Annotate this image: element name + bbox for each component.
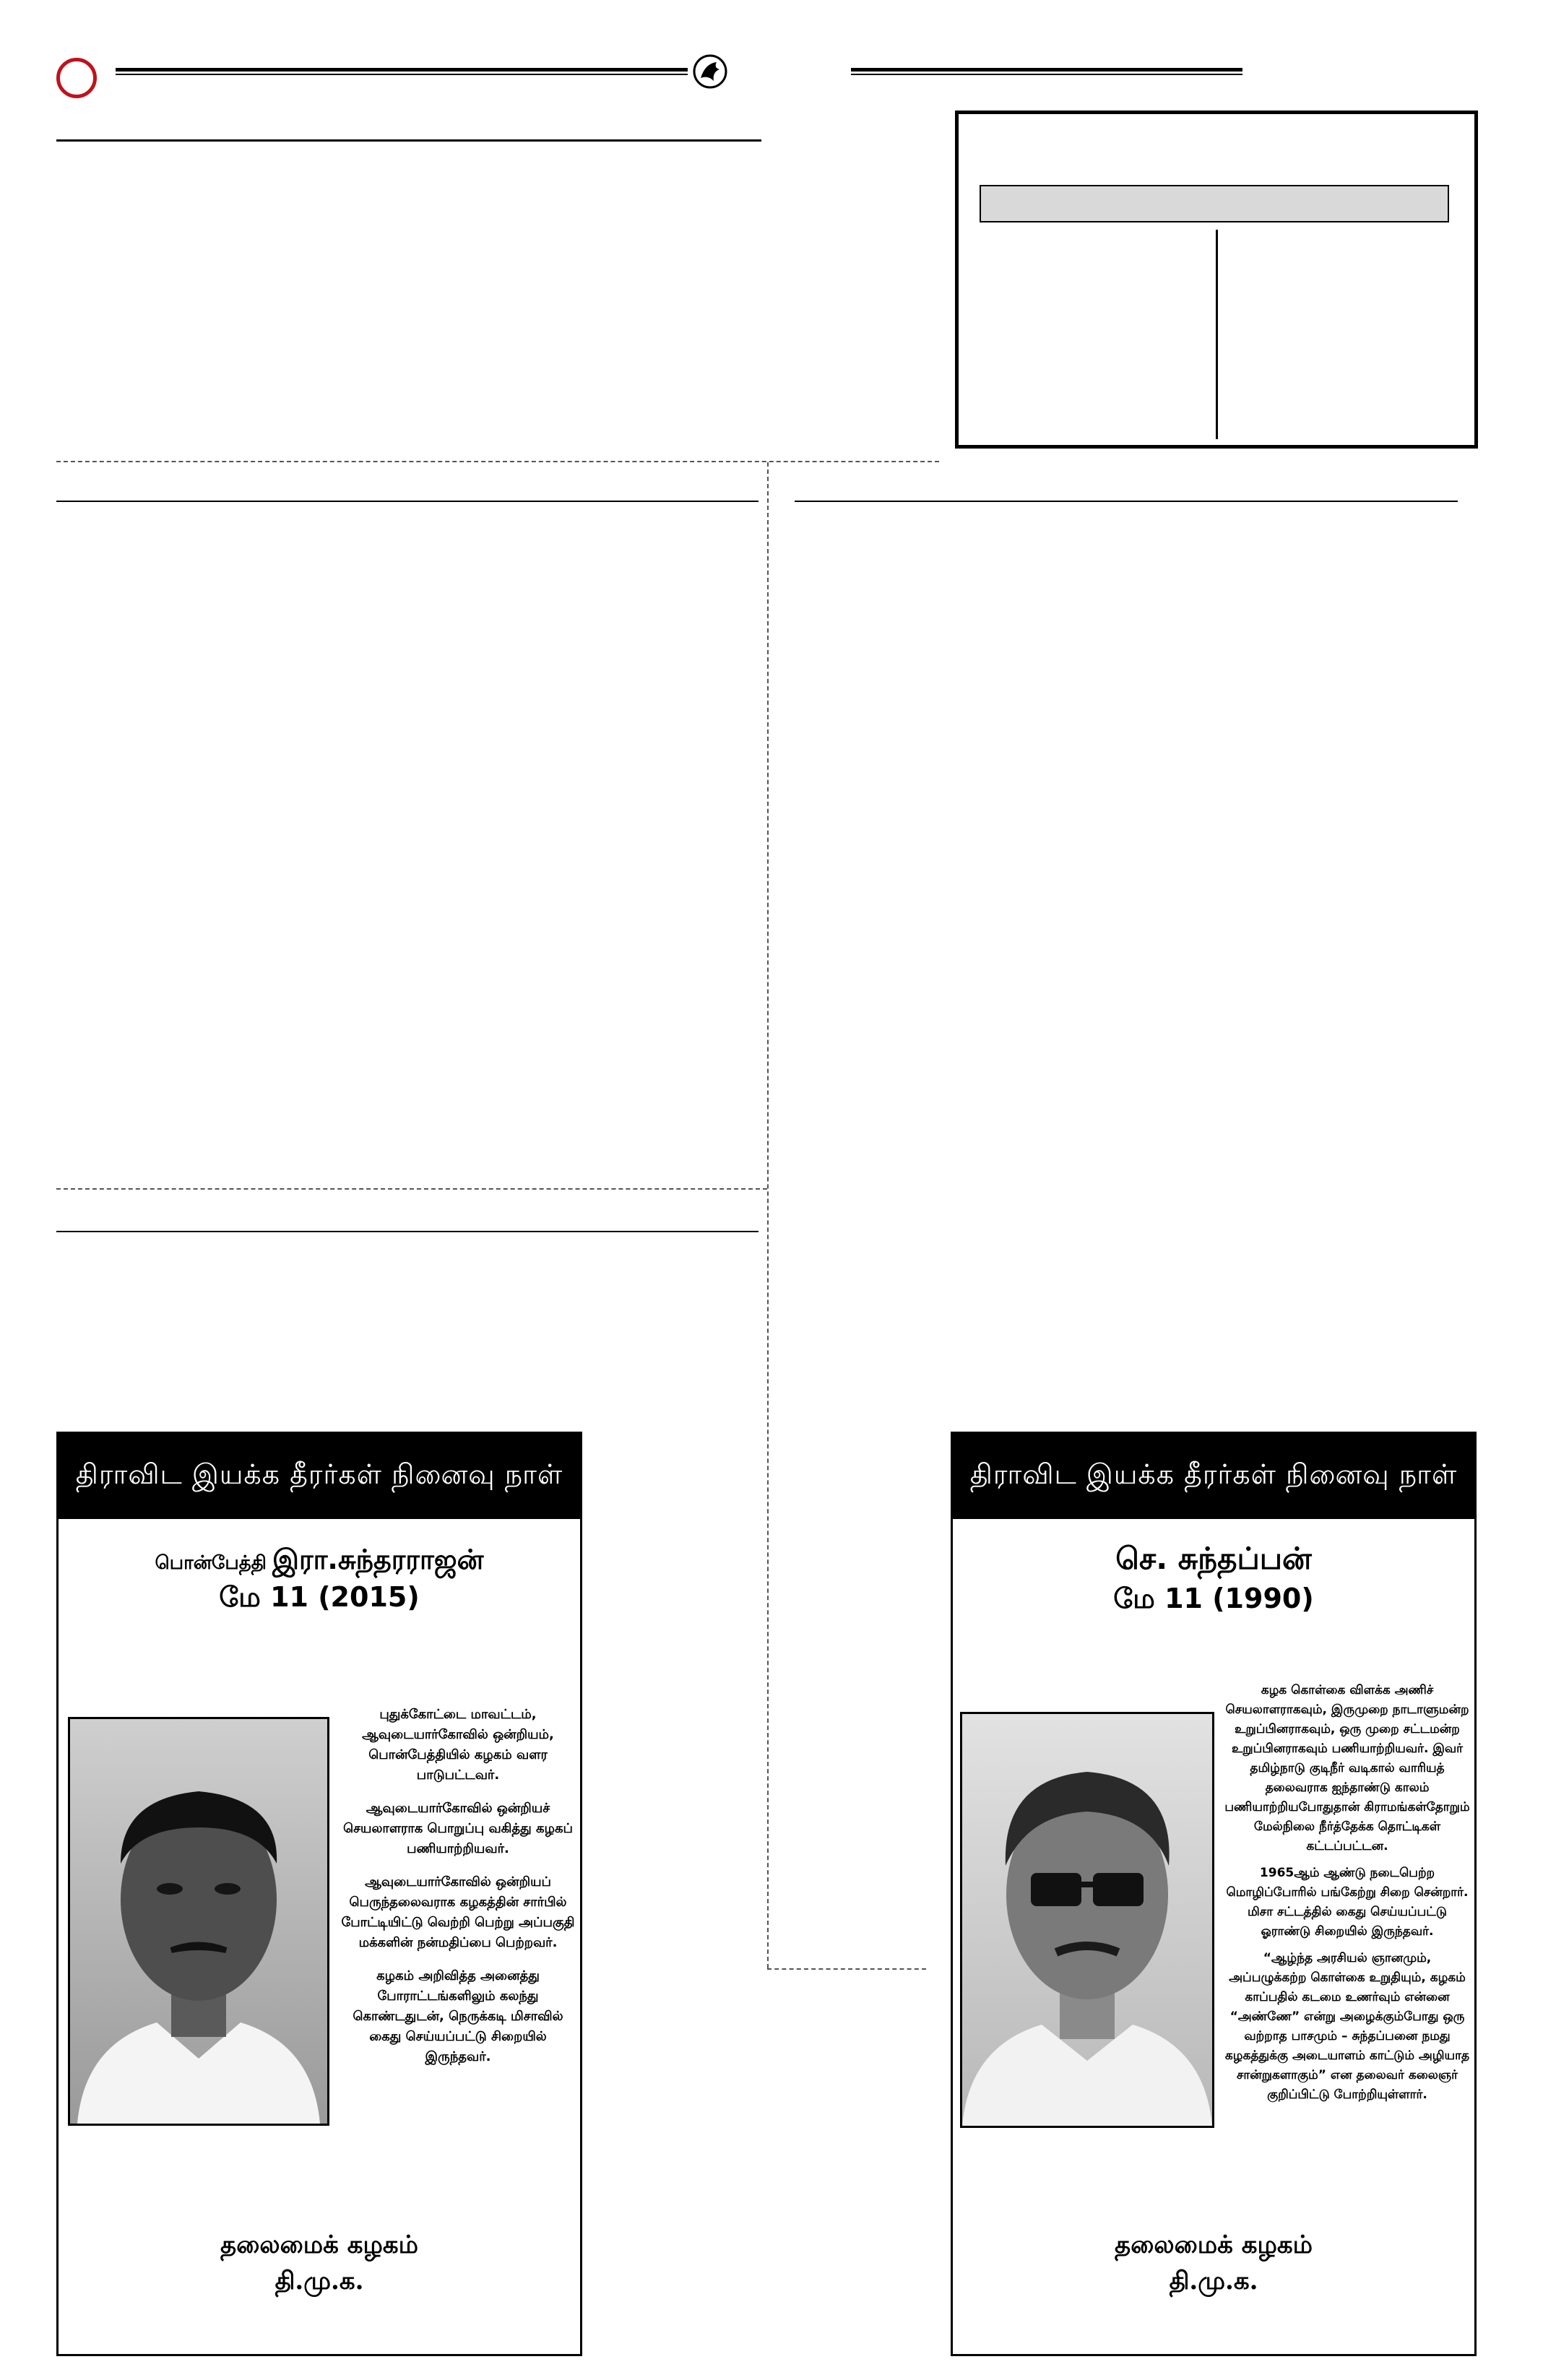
bio-paragraph: ஆவுடையார்கோவில் ஒன்றியப் பெருந்தலைவராக கழகத்தின் சார்பில் போட்டியிட்டு வெற்றி பெற்று அப்பகுதி மக்களின் நன்மதிப்பை பெற்றவர். — [341, 1874, 575, 1950]
column-rule-right — [795, 501, 1458, 502]
info-box-band — [980, 185, 1449, 222]
folio-rule-right — [851, 68, 1242, 72]
card-bio — [339, 1705, 577, 2080]
card-date: மே 11 (1990) — [1113, 1583, 1314, 1614]
card-name-prefix: பொன்பேத்தி — [155, 1552, 267, 1574]
card-name-main: இரா.சுந்தரராஜன் — [272, 1544, 484, 1575]
bio-paragraph: கழக கொள்கை விளக்க அணிச் செயலாளராகவும், இருமுறை நாடாளுமன்ற உறுப்பினராகவும், ஒரு முறை சட்டமன்ற உறுப்பினராகவும் பணியாற்றியவர். இவர் தமிழ்நாடு குடிநீர் வடிகால் வாரியத் தலைவராக ஐந்தாண்டு காலம் பணியாற்றியபோதுதான் கிராமங்கள்தோறும் மேல்நிலை நீர்த்தேக்க தொட்டிகள் கட்டப்பட்டன. — [1224, 1683, 1470, 1853]
card-name: செ. சுந்தப்பன் — [1115, 1541, 1312, 1576]
dashed-separator-bottom — [767, 1968, 926, 1970]
page-number-circle — [56, 58, 97, 98]
card-header: திராவிட இயக்க தீரர்கள் நினைவு நாள் — [59, 1434, 580, 1519]
column-rule-left-lower — [56, 1231, 758, 1232]
signature-line: தலைமைக் கழகம் — [220, 2230, 418, 2259]
dashed-separator-mid — [56, 1188, 767, 1190]
signature-line: தி.மு.க. — [1169, 2267, 1258, 2295]
column-rule-left — [56, 501, 758, 502]
folio-rule-left-thin — [116, 74, 688, 75]
bio-paragraph: புதுக்கோட்டை மாவட்டம், ஆவுடையார்கோவில் ஒன்றியம், பொன்பேத்தியில் கழகம் வளர பாடுபட்டவர். — [362, 1707, 554, 1783]
party-emblem-icon — [692, 53, 728, 90]
dashed-column-divider — [767, 462, 769, 1968]
bio-paragraph: “ஆழ்ந்த அரசியல் ஞானமும், அப்பழுக்கற்ற கொள்கை உறுதியும், கழகம் காப்பதில் கடமை உணர்வும் என்னை “அண்ணே” என்று அழைக்கும்போது ஒரு வற்றாத பாசமும் – சுந்தப்பனை நமது கழகத்துக்கு அடையாளம் காட்டும் அழியாத சான்றுகளாகும்” என தலைவர் கலைஞர் குறிப்பிட்டு போற்றியுள்ளார். — [1224, 1951, 1470, 2102]
card-date: மே 11 (2015) — [219, 1581, 420, 1613]
dashed-separator-top — [56, 461, 939, 462]
card-name — [59, 1544, 580, 1580]
folio-rule-left — [116, 68, 688, 72]
memorial-card — [951, 1432, 1477, 2356]
bio-paragraph: கழகம் அறிவித்த அனைத்து போராட்டங்களிலும் கலந்து கொண்டதுடன், நெருக்கடி மிசாவில் கைது செய்யப்பட்டு சிறையில் இருந்தவர். — [353, 1968, 563, 2064]
bio-paragraph: 1965ஆம் ஆண்டு நடைபெற்ற மொழிப்போரில் பங்கேற்று சிறை சென்றார். மிசா சட்டத்தில் கைது செய்யப்பட்டு ஓராண்டு சிறையில் இருந்தவர். — [1226, 1866, 1469, 1939]
card-signature — [953, 2227, 1474, 2299]
bio-paragraph: ஆவுடையார்கோவில் ஒன்றியச் செயலாளராக பொறுப்பு வகித்து கழகப் பணியாற்றியவர். — [343, 1801, 573, 1856]
signature-line: தி.மு.க. — [275, 2267, 364, 2295]
folio-rule-right-thin — [851, 74, 1242, 75]
section-rule-top-left — [56, 139, 761, 142]
memorial-card — [56, 1432, 582, 2356]
card-bio — [1224, 1681, 1470, 2118]
card-signature — [59, 2227, 580, 2299]
card-header: திராவிட இயக்க தீரர்கள் நினைவு நாள் — [953, 1434, 1474, 1519]
portrait-image — [962, 1714, 1212, 2126]
signature-line: தலைமைக் கழகம் — [1115, 2230, 1313, 2259]
info-box-divider — [1216, 230, 1218, 439]
portrait-photo — [960, 1712, 1214, 2128]
portrait-image — [70, 1719, 327, 2124]
portrait-photo — [68, 1717, 329, 2126]
